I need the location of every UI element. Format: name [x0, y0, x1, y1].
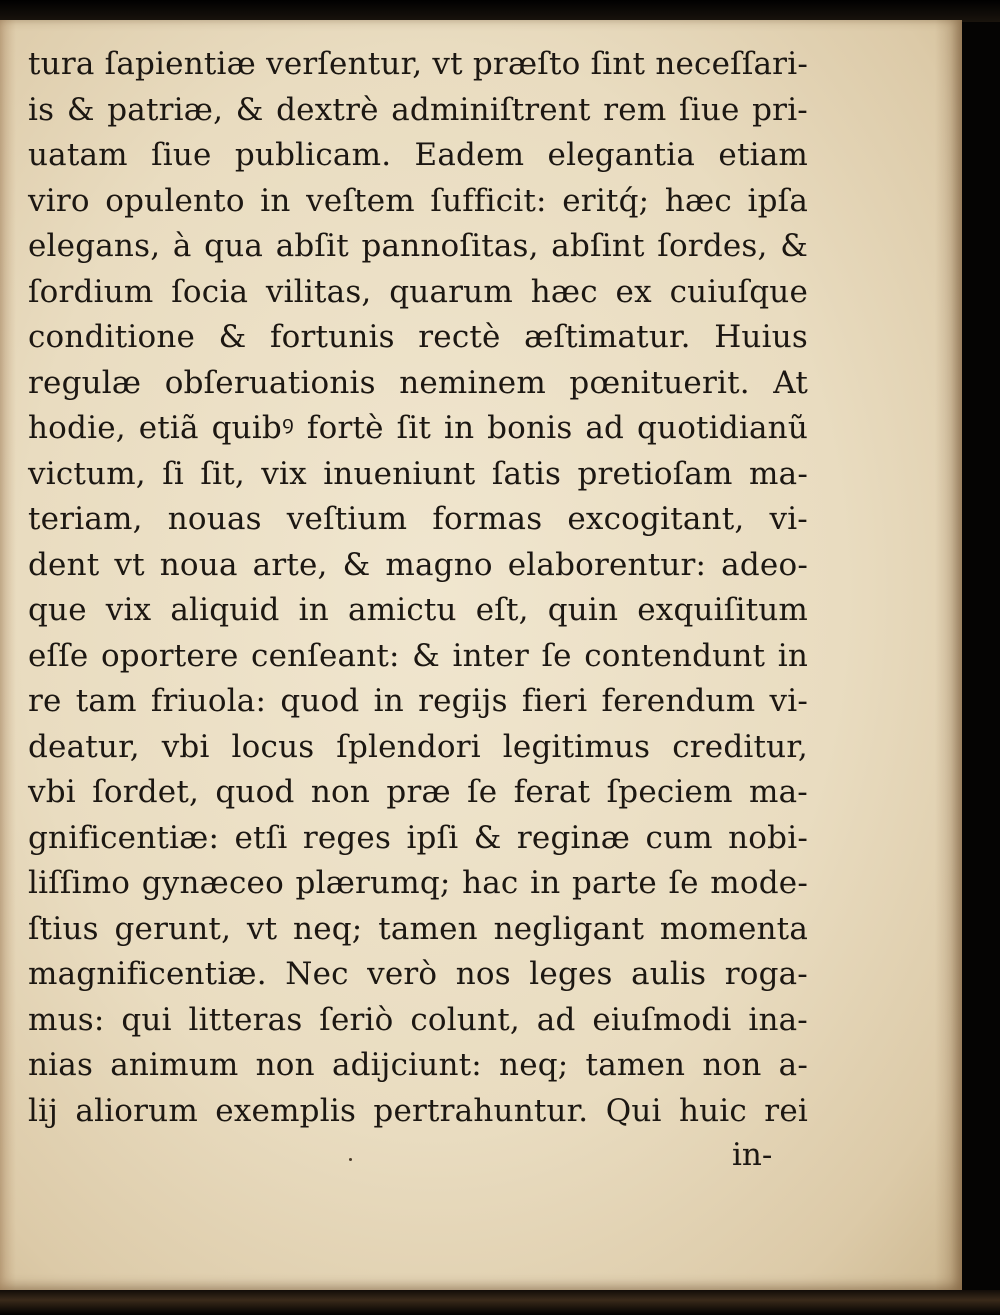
text-line: que vix aliquid in amictu eſt, quin exquiſitum	[28, 592, 808, 628]
text-line: deatur, vbi locus ſplendori legitimus creditur,	[28, 728, 808, 765]
catchword: in-	[732, 1137, 773, 1173]
scan-top-edge	[0, 0, 1000, 22]
text-line: liſſimo gynæceo plærumq; hac in parte ſe mode-	[28, 865, 808, 901]
scan-bottom-edge	[0, 1290, 1000, 1315]
ink-speck	[349, 1158, 352, 1161]
text-line: regulæ obſeruationis neminem pœnituerit. At	[28, 364, 808, 401]
text-line: lij aliorum exemplis pertrahuntur. Qui huic rei	[28, 1092, 808, 1129]
text-line: magnificentiæ. Nec verò nos leges aulis roga-	[28, 956, 808, 992]
text-line: is & patriæ, & dextrè adminiſtrent rem ſiue pri-	[28, 91, 808, 128]
text-line: vbi ſordet, quod non præ ſe ferat ſpeciem ma-	[28, 774, 808, 810]
text-line: re tam friuola: quod in regijs fieri ferendum vi-	[28, 683, 808, 719]
text-line: hodie, etiã quibꝰ fortè ſit in bonis ad quotidianũ	[28, 410, 808, 446]
page-edge-shade	[935, 20, 962, 1290]
text-line: viro opulento in veſtem ſufficit: eritq́; hæc ipſa	[28, 182, 808, 219]
text-line: elegans, à qua abſit pannoſitas, abſint ſordes, &	[28, 228, 808, 264]
text-line: ſordium ſocia vilitas, quarum hæc ex cuiuſque	[28, 273, 808, 310]
page-gutter-shade	[0, 20, 16, 1290]
text-line: conditione & fortunis rectè æſtimatur. Huius	[28, 319, 808, 355]
text-line: teriam, nouas veſtium formas excogitant, vi-	[28, 501, 808, 537]
text-line: nias animum non adijciunt: neq; tamen non a-	[28, 1047, 808, 1083]
text-line: tura ſapientiæ verſentur, vt præſto ſint neceſſari-	[28, 46, 808, 82]
text-line: gnificentiæ: etſi reges ipſi & reginæ cum nobi-	[28, 819, 808, 856]
body-text	[28, 42, 808, 1134]
text-line: victum, ſi ſit, vix inueniunt ſatis pretioſam ma-	[28, 455, 808, 492]
text-line: ſtius gerunt, vt neq; tamen negligant momenta	[28, 910, 808, 947]
text-line: mus: qui litteras ſeriò colunt, ad eiuſmodi ina-	[28, 1001, 808, 1038]
text-line: eſſe oportere cenſeant: & inter ſe contendunt in	[28, 637, 808, 674]
text-line: uatam ſiue publicam. Eadem elegantia etiam	[28, 137, 808, 173]
text-line: dent vt noua arte, & magno elaborentur: adeo-	[28, 546, 808, 583]
